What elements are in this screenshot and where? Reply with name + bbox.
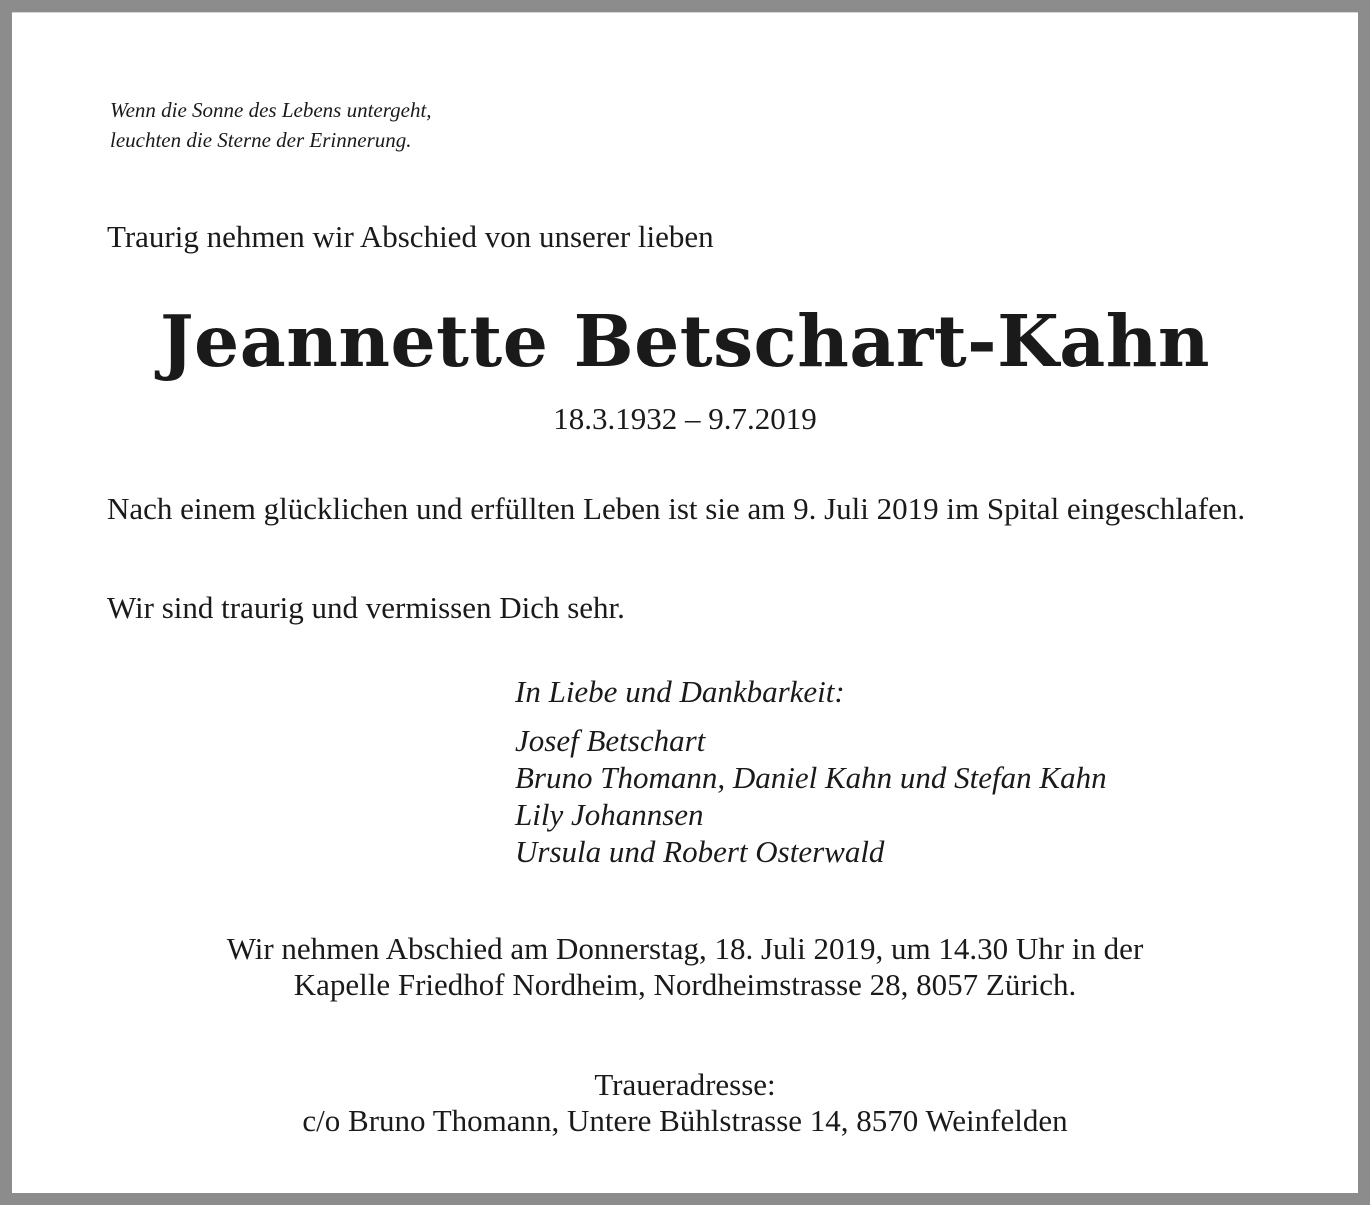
mourner-name: Josef Betschart (515, 723, 706, 758)
mourner-name: Bruno Thomann, Daniel Kahn und Stefan Kahn (515, 760, 1107, 795)
mourner-name: Ursula und Robert Osterwald (515, 834, 885, 869)
ceremony-line-1: Wir nehmen Abschied am Donnerstag, 18. Juli 2019, um 14.30 Uhr in der (226, 931, 1144, 966)
ceremony-line-2: Kapelle Friedhof Nordheim, Nordheimstrasse 28, 8057 Zürich. (293, 967, 1077, 1002)
mourning-address-value: c/o Bruno Thomann, Untere Bühlstrasse 14, 8570 Weinfelden (302, 1103, 1068, 1138)
mourner-name: Lily Johannsen (515, 797, 704, 832)
intro-text: Traurig nehmen wir Abschied von unserer lieben (107, 219, 714, 254)
paragraph-passing: Nach einem glücklichen und erfüllten Leben ist sie am 9. Juli 2019 im Spital eingeschlafen. (107, 491, 1246, 526)
paragraph-missing: Wir sind traurig und vermissen Dich sehr. (107, 590, 625, 625)
mourning-address (12, 1067, 1358, 1139)
mourning-address-label: Traueradresse: (594, 1067, 776, 1102)
motto-line-2: leuchten die Sterne der Erinnerung. (110, 128, 412, 152)
life-dates: 18.3.1932 – 9.7.2019 (553, 401, 817, 436)
ceremony-info (12, 931, 1358, 1003)
deceased-name: Jeannette Betschart-Kahn (159, 299, 1211, 383)
mourners-list (515, 722, 1107, 870)
notice-body (12, 12, 1358, 1193)
mourners-heading: In Liebe und Dankbarkeit: (515, 674, 845, 709)
motto-line-1: Wenn die Sonne des Lebens untergeht, (110, 98, 432, 122)
motto-quote (110, 95, 432, 155)
